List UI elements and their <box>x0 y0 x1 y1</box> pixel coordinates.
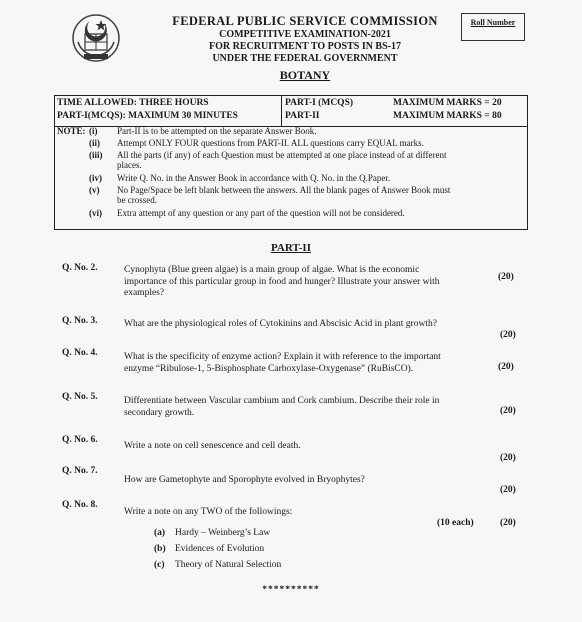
part2-marks: MAXIMUM MARKS = 80 <box>393 111 502 121</box>
info-divider <box>281 96 282 126</box>
end-marker: ********** <box>262 585 320 595</box>
sub-item: Theory of Natural Selection <box>175 560 282 570</box>
part-title: PART-II <box>271 242 311 254</box>
pakistan-emblem-icon <box>70 12 122 64</box>
question-number: Q. No. 8. <box>62 500 98 510</box>
time-allowed: TIME ALLOWED: THREE HOURS <box>57 98 209 108</box>
part1-label: PART-I (MCQS) <box>285 98 354 108</box>
question-marks: (20) <box>498 362 514 372</box>
question-marks: (20) <box>500 453 516 463</box>
note-num: (i) <box>89 126 98 136</box>
question-text <box>124 265 494 300</box>
note-num: (iv) <box>89 173 102 183</box>
note-text: All the parts (if any) of each Question must be attempted at one place instead of at different <box>117 150 447 160</box>
question-number: Q. No. 3. <box>62 316 98 326</box>
recruitment-line: FOR RECRUITMENT TO POSTS IN BS-17 <box>209 41 401 52</box>
note-text-cont: be crossed. <box>117 195 157 205</box>
question-marks: (20) <box>500 406 516 416</box>
question-text <box>124 352 494 375</box>
sub-item: Hardy – Weinberg’s Law <box>175 528 271 538</box>
question-line: Write a note on any TWO of the followings: <box>124 507 293 517</box>
question-text <box>124 396 494 419</box>
commission-title: FEDERAL PUBLIC SERVICE COMMISSION <box>172 14 438 28</box>
government-line: UNDER THE FEDERAL GOVERNMENT <box>212 53 398 64</box>
note-text: No Page/Space be left blank between the answers. All the blank pages of Answer Book must <box>117 185 451 195</box>
question-text <box>124 507 494 519</box>
question-marks: (20) <box>500 518 516 528</box>
part1-marks: MAXIMUM MARKS = 20 <box>393 98 502 108</box>
question-line: Differentiate between Vascular cambium and Cork cambium. Describe their role in <box>124 396 440 406</box>
question-marks: (20) <box>500 330 516 340</box>
question-line: enzyme “Ribulose-1, 5-Bisphosphate Carboxylase-Oxygenase” (RuBisCO). <box>124 363 414 374</box>
question-number: Q. No. 2. <box>62 263 98 273</box>
note-text-cont: places. <box>117 160 142 170</box>
note-text: Part-II is to be attempted on the separate Answer Book. <box>117 126 317 136</box>
note-num: (ii) <box>89 138 100 148</box>
note-num: (vi) <box>89 208 102 218</box>
exam-info-box <box>54 95 528 127</box>
note-text: Extra attempt of any question or any part of the question will not be considered. <box>117 208 405 218</box>
note-label: NOTE: <box>57 126 86 136</box>
question-line: examples? <box>124 288 165 298</box>
question-line: What are the physiological roles of Cytokinins and Abscisic Acid in plant growth? <box>124 319 437 329</box>
question-line: Write a note on cell senescence and cell death. <box>124 441 301 451</box>
exam-title: COMPETITIVE EXAMINATION-2021 <box>219 29 391 40</box>
note-num: (iii) <box>89 150 103 160</box>
roll-number-label: Roll Number <box>470 18 516 27</box>
each-marks: (10 each) <box>437 518 474 528</box>
question-marks: (20) <box>498 272 514 282</box>
question-line: Cynophyta (Blue green algae) is a main group of algae. What is the economic <box>124 265 420 275</box>
question-line: What is the specificity of enzyme action? Explain it with reference to the important <box>124 352 441 362</box>
question-line: importance of this particular group in food and hunger? Illustrate your answer with <box>124 276 440 287</box>
notes-box <box>54 126 528 230</box>
question-number: Q. No. 7. <box>62 466 98 476</box>
question-line: secondary growth. <box>124 407 195 418</box>
sub-label: (a) <box>154 528 166 538</box>
sub-item: Evidences of Evolution <box>175 544 265 554</box>
question-number: Q. No. 6. <box>62 435 98 445</box>
question-number: Q. No. 5. <box>62 392 98 402</box>
note-num: (v) <box>89 185 100 195</box>
question-number: Q. No. 4. <box>62 348 98 358</box>
question-text <box>124 441 494 453</box>
question-line: How are Gametophyte and Sporophyte evolved in Bryophytes? <box>124 475 365 485</box>
question-text <box>124 475 494 487</box>
note-text: Attempt ONLY FOUR questions from PART-II. ALL questions carry EQUAL marks. <box>117 138 424 148</box>
note-text: Write Q. No. in the Answer Book in accordance with Q. No. in the Q.Paper. <box>117 173 391 183</box>
subject-title: BOTANY <box>279 68 331 82</box>
question-marks: (20) <box>500 485 516 495</box>
sub-label: (c) <box>154 560 165 570</box>
roll-number-box <box>461 13 525 41</box>
part1-time: PART-I(MCQS): MAXIMUM 30 MINUTES <box>57 111 238 121</box>
part2-label: PART-II <box>285 111 320 121</box>
question-text <box>124 319 494 331</box>
sub-label: (b) <box>154 544 166 554</box>
